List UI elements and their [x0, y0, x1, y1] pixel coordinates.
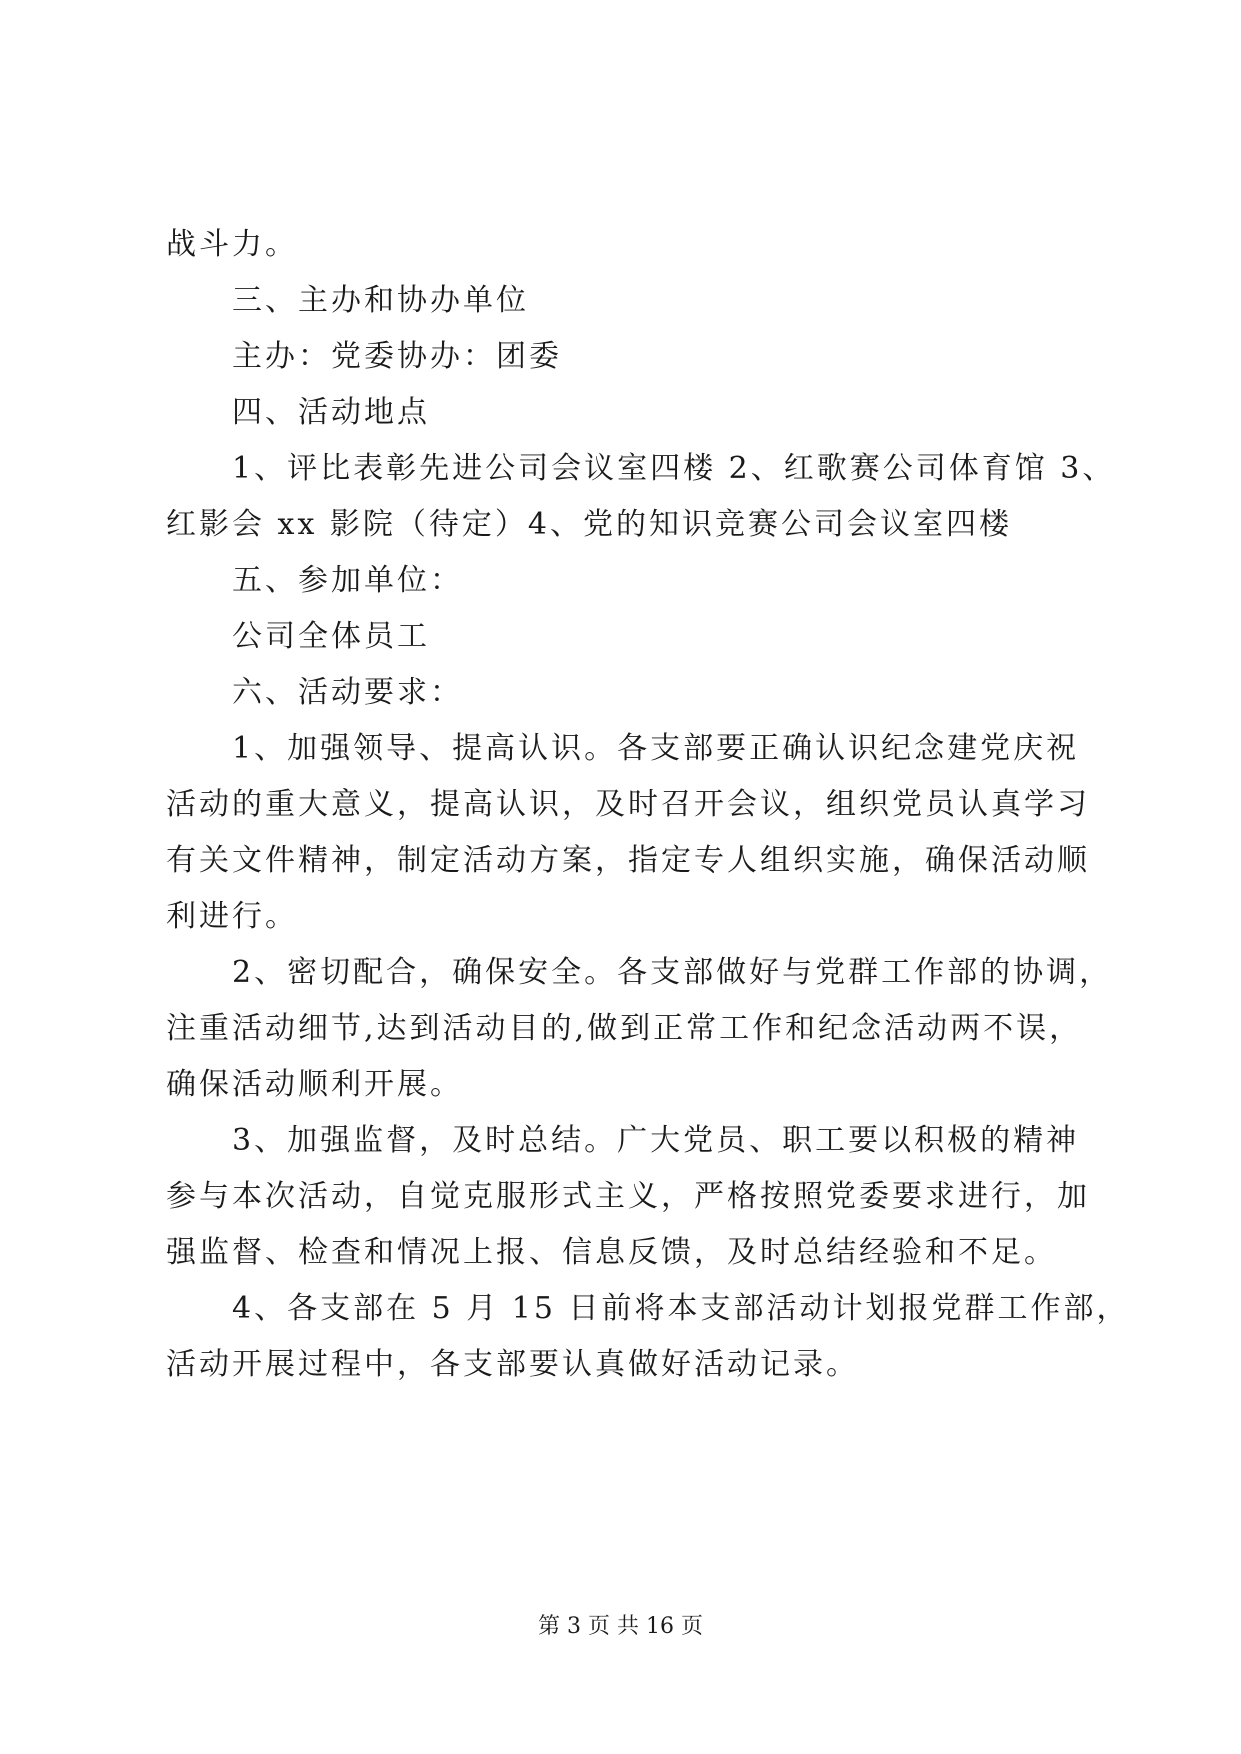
text-line: 战斗力。: [166, 227, 298, 262]
section-heading: 三、主办和协办单位: [232, 283, 529, 318]
text-line: 1、加强领导、提高认识。各支部要正确认识纪念建党庆祝: [232, 731, 1080, 766]
text-line: 注重活动细节,达到活动目的,做到正常工作和纪念活动两不误，: [166, 1011, 1083, 1046]
text-line: 利进行。: [166, 899, 298, 934]
text-line: 2、密切配合，确保安全。各支部做好与党群工作部的协调，: [232, 955, 1113, 990]
text-line: 活动的重大意义，提高认识，及时召开会议，组织党员认真学习: [166, 787, 1090, 822]
section-heading: 六、活动要求：: [232, 675, 463, 710]
text-line: 确保活动顺利开展。: [166, 1067, 463, 1102]
section-heading: 五、参加单位：: [232, 563, 463, 598]
text-line: 公司全体员工: [232, 619, 430, 654]
text-line: 主办：党委协办：团委: [232, 339, 562, 374]
section-heading: 四、活动地点: [232, 395, 430, 430]
text-line: 3、加强监督，及时总结。广大党员、职工要以积极的精神: [232, 1123, 1080, 1158]
text-line: 红影会 xx 影院（待定）4、党的知识竞赛公司会议室四楼: [166, 507, 1012, 542]
text-line: 有关文件精神，制定活动方案，指定专人组织实施，确保活动顺: [166, 843, 1090, 878]
text-line: 活动开展过程中，各支部要认真做好活动记录。: [166, 1347, 859, 1382]
text-line: 强监督、检查和情况上报、信息反馈，及时总结经验和不足。: [166, 1235, 1057, 1270]
page-number-footer: 第 3 页 共 16 页: [538, 1614, 703, 1639]
text-line: 参与本次活动，自觉克服形式主义，严格按照党委要求进行，加: [166, 1179, 1090, 1214]
text-line: 4、各支部在 5 月 15 日前将本支部活动计划报党群工作部，: [232, 1291, 1130, 1326]
text-line: 1、评比表彰先进公司会议室四楼 2、红歌赛公司体育馆 3、: [232, 451, 1116, 486]
